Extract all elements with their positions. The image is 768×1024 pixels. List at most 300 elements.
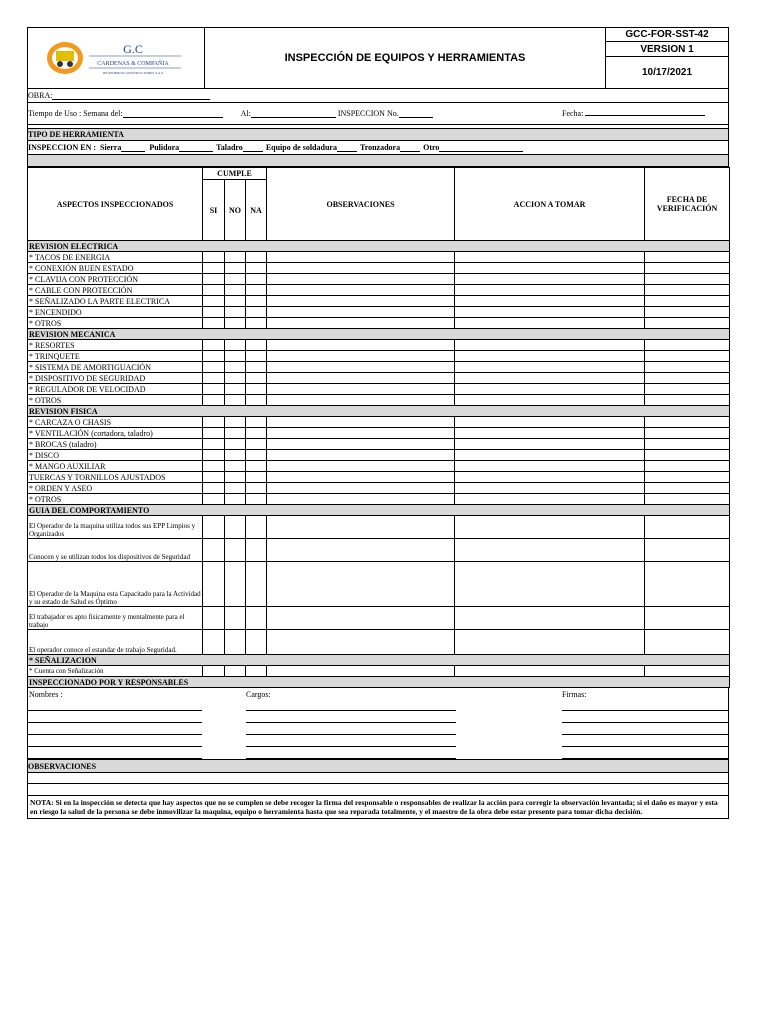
table-row [28,483,730,494]
si-cell[interactable] [203,428,225,439]
otro-label: Otro [423,143,440,152]
na-cell[interactable] [246,472,267,483]
observaciones-cell[interactable] [267,252,455,263]
si-cell[interactable] [203,351,225,362]
section-heading-row [28,241,730,252]
firmas-label: Firmas: [562,690,587,699]
table-header-row-1 [28,168,730,180]
signature-line[interactable] [562,710,728,711]
no-cell[interactable] [225,318,246,329]
accion-cell[interactable] [455,450,645,461]
na-cell[interactable] [246,285,267,296]
observaciones-cell[interactable] [267,539,455,562]
observaciones-cell[interactable] [267,630,455,655]
no-cell[interactable] [225,340,246,351]
sierra-input[interactable] [121,143,145,152]
signature-line[interactable] [28,734,202,735]
si-cell[interactable] [203,252,225,263]
table-row [28,395,730,406]
observaciones-cell[interactable] [267,351,455,362]
fecha-cell[interactable] [645,539,730,562]
senal-heading-row [28,655,730,666]
fecha-cell[interactable] [645,252,730,263]
na-cell[interactable] [246,428,267,439]
accion-cell[interactable] [455,252,645,263]
col-na: NA [246,180,267,241]
no-cell[interactable] [225,362,246,373]
aspect-item: * DISCO [28,450,203,461]
si-cell[interactable] [203,439,225,450]
na-cell[interactable] [246,516,267,539]
nombres-label: Nombres : [29,690,63,699]
no-cell[interactable] [225,494,246,505]
si-cell[interactable] [203,516,225,539]
accion-cell[interactable] [455,494,645,505]
signature-line[interactable] [562,746,728,747]
fecha-label: Fecha: [562,109,584,118]
fecha-cell[interactable] [645,362,730,373]
col-aspectos: ASPECTOS INSPECCIONADOS [28,168,203,241]
fecha-cell[interactable] [645,666,730,677]
table-row [28,263,730,274]
observaciones-cell[interactable] [267,384,455,395]
na-cell[interactable] [246,607,267,630]
observaciones-cell[interactable] [267,607,455,630]
observaciones-cell[interactable] [267,373,455,384]
tronzadora-label: Tronzadora [359,143,401,152]
no-cell[interactable] [225,666,246,677]
fecha-cell[interactable] [645,274,730,285]
accion-cell[interactable] [455,373,645,384]
pulidora-label: Pulidora [149,143,180,152]
si-cell[interactable] [203,340,225,351]
table-row [28,285,730,296]
signature-line[interactable] [246,722,456,723]
guia-rows [28,516,730,655]
si-cell[interactable] [203,539,225,562]
observaciones-cell[interactable] [267,450,455,461]
fecha-cell[interactable] [645,494,730,505]
si-cell[interactable] [203,285,225,296]
obra-input[interactable] [52,91,210,100]
accion-cell[interactable] [455,539,645,562]
table-row [28,318,730,329]
fecha-cell[interactable] [645,373,730,384]
no-cell[interactable] [225,461,246,472]
si-cell[interactable] [203,395,225,406]
fecha-cell[interactable] [645,439,730,450]
section-heading: REVISION FISICA [28,406,730,417]
accion-cell[interactable] [455,562,645,607]
accion-cell[interactable] [455,384,645,395]
col-accion: ACCION A TOMAR [455,168,645,241]
company-name: CARDENAS & COMPAÑIA [97,61,169,67]
guia-heading: GUIA DEL COMPORTAMIENTO [28,505,730,516]
table-row [28,461,730,472]
table-row [28,296,730,307]
tiempo-row [27,103,729,125]
col-si: SI [203,180,225,241]
aspect-item: * MANGO AUXILIAR [28,461,203,472]
observaciones-cell[interactable] [267,307,455,318]
observaciones-cell[interactable] [267,362,455,373]
na-cell[interactable] [246,340,267,351]
col-fecha-verif: FECHA DE VERIFICACIÓN [645,168,730,241]
si-cell[interactable] [203,494,225,505]
accion-cell[interactable] [455,285,645,296]
fecha-cell[interactable] [645,461,730,472]
guia-item: Conocen y se utilizan todos los dispositivos de Seguridad [28,539,203,562]
aspect-item: * TACOS DE ENERGIA [28,252,203,263]
equipo-input[interactable] [337,143,357,152]
inspection-table [27,167,730,688]
si-cell[interactable] [203,274,225,285]
accion-cell[interactable] [455,516,645,539]
equipo-label: Equipo de soldadura [265,143,337,152]
observaciones-cell[interactable] [267,417,455,428]
table-row [28,428,730,439]
observaciones-cell[interactable] [267,439,455,450]
table-row [28,516,730,539]
accion-cell[interactable] [455,666,645,677]
table-row [28,384,730,395]
accion-cell[interactable] [455,274,645,285]
accion-cell[interactable] [455,483,645,494]
no-cell[interactable] [225,483,246,494]
observaciones-cell[interactable] [267,666,455,677]
company-initials: G.C [123,42,143,56]
no-cell[interactable] [225,285,246,296]
accion-cell[interactable] [455,439,645,450]
signature-line[interactable] [246,758,456,759]
na-cell[interactable] [246,494,267,505]
fecha-cell[interactable] [645,307,730,318]
otro-input[interactable] [439,143,523,152]
signature-line[interactable] [28,746,202,747]
document-code-box [606,28,728,88]
aspect-item: * CONEXIÓN BUEN ESTADO [28,263,203,274]
obra-label: OBRA: [28,91,53,100]
section-heading-row [28,406,730,417]
fecha-cell[interactable] [645,472,730,483]
aspect-item: * ENCENDIDO [28,307,203,318]
si-cell[interactable] [203,307,225,318]
si-cell[interactable] [203,450,225,461]
fecha-cell[interactable] [645,428,730,439]
accion-cell[interactable] [455,263,645,274]
no-cell[interactable] [225,539,246,562]
section-heading-row [28,329,730,340]
inspection-form [27,27,729,819]
no-cell[interactable] [225,274,246,285]
accion-cell[interactable] [455,307,645,318]
signature-line[interactable] [562,722,728,723]
accion-cell[interactable] [455,461,645,472]
fecha-cell[interactable] [645,562,730,607]
guia-item: El Operador de la maquina utiliza todos sus EPP Limpios y Organizados [28,516,203,539]
accion-cell[interactable] [455,351,645,362]
na-cell[interactable] [246,362,267,373]
aspect-item: * VENTILACIÓN (cortadora, taladro) [28,428,203,439]
na-cell[interactable] [246,263,267,274]
observaciones-cell[interactable] [267,472,455,483]
signature-line[interactable] [246,734,456,735]
accion-cell[interactable] [455,417,645,428]
signature-line[interactable] [246,710,456,711]
fecha-cell[interactable] [645,450,730,461]
fecha-cell[interactable] [645,630,730,655]
si-cell[interactable] [203,472,225,483]
accion-cell[interactable] [455,318,645,329]
observaciones-heading: OBSERVACIONES [27,760,729,773]
shaded-spacer [27,155,729,167]
senal-heading: * SEÑALIZACION [28,655,730,666]
responsables-heading-row [28,677,730,688]
fecha-cell[interactable] [645,351,730,362]
semana-input[interactable] [123,109,223,118]
observaciones-cell[interactable] [267,318,455,329]
si-cell[interactable] [203,562,225,607]
no-cell[interactable] [225,296,246,307]
fecha-cell[interactable] [645,395,730,406]
no-cell[interactable] [225,472,246,483]
aspect-item: * CARCAZA O CHASIS [28,417,203,428]
observaciones-line[interactable] [27,784,729,796]
si-cell[interactable] [203,666,225,677]
observaciones-cell[interactable] [267,494,455,505]
section-heading: REVISION MECANICA [28,329,730,340]
guia-item: El operador conoce el estandar de trabajo Seguridad. [28,630,203,655]
na-cell[interactable] [246,483,267,494]
table-row [28,539,730,562]
na-cell[interactable] [246,384,267,395]
no-cell[interactable] [225,630,246,655]
table-row [28,472,730,483]
accion-cell[interactable] [455,362,645,373]
no-cell[interactable] [225,562,246,607]
fecha-cell[interactable] [645,417,730,428]
fecha-cell[interactable] [645,516,730,539]
si-cell[interactable] [203,296,225,307]
table-row [28,307,730,318]
pulidora-input[interactable] [179,143,213,152]
no-cell[interactable] [225,439,246,450]
inspeccion-en-label: INSPECCION EN : [28,143,97,152]
si-cell[interactable] [203,373,225,384]
table-row [28,630,730,655]
aspect-item: TUERCAS Y TORNILLOS AJUSTADOS [28,472,203,483]
section-rows [28,241,730,505]
no-cell[interactable] [225,351,246,362]
observaciones-cell[interactable] [267,461,455,472]
table-row [28,373,730,384]
col-cumple: CUMPLE [203,168,267,180]
aspect-item: * SISTEMA DE AMORTIGUACIÓN [28,362,203,373]
na-cell[interactable] [246,307,267,318]
signature-line[interactable] [246,746,456,747]
responsables-block [27,688,729,760]
al-label: Al: [240,109,251,118]
na-cell[interactable] [246,630,267,655]
observaciones-cell[interactable] [267,562,455,607]
na-cell[interactable] [246,439,267,450]
fecha-cell[interactable] [645,340,730,351]
accion-cell[interactable] [455,296,645,307]
table-row [28,417,730,428]
no-cell[interactable] [225,395,246,406]
doc-date: 10/17/2021 [641,67,693,78]
na-cell[interactable] [246,252,267,263]
accion-cell[interactable] [455,607,645,630]
no-cell[interactable] [225,373,246,384]
guia-heading-row [28,505,730,516]
aspect-item: * DISPOSITIVO DE SEGURIDAD [28,373,203,384]
signature-line[interactable] [28,710,202,711]
senal-item: * Cuenta con Señalización [28,666,203,677]
observaciones-line[interactable] [27,773,729,784]
na-cell[interactable] [246,318,267,329]
table-row [28,439,730,450]
si-cell[interactable] [203,461,225,472]
tipo-heading: TIPO DE HERRAMIENTA [27,129,729,141]
no-cell[interactable] [225,450,246,461]
fecha-cell[interactable] [645,607,730,630]
form-header [27,27,729,89]
aspect-item: * SEÑALIZADO LA PARTE ELECTRICA [28,296,203,307]
observaciones-cell[interactable] [267,483,455,494]
aspect-item: * TRINQUETE [28,351,203,362]
aspect-item: * OTROS [28,494,203,505]
observaciones-cell[interactable] [267,274,455,285]
si-cell[interactable] [203,607,225,630]
sierra-label: Sierra [100,143,122,152]
signature-line[interactable] [28,758,202,759]
taladro-label: Taladro [216,143,243,152]
aspect-item: * REGULADOR DE VELOCIDAD [28,384,203,395]
accion-cell[interactable] [455,428,645,439]
no-cell[interactable] [225,417,246,428]
accion-cell[interactable] [455,472,645,483]
si-cell[interactable] [203,318,225,329]
taladro-input[interactable] [243,143,263,152]
observaciones-cell[interactable] [267,340,455,351]
section-heading: REVISION ELECTRICA [28,241,730,252]
table-row [28,450,730,461]
inspeccion-en-row [27,141,729,155]
cargos-label: Cargos: [246,690,271,699]
aspect-item: * OTROS [28,395,203,406]
no-cell[interactable] [225,252,246,263]
si-cell[interactable] [203,362,225,373]
observaciones-cell[interactable] [267,516,455,539]
observaciones-cell[interactable] [267,395,455,406]
signature-line[interactable] [562,758,728,759]
table-row [28,666,730,677]
observaciones-cell[interactable] [267,428,455,439]
no-cell[interactable] [225,516,246,539]
accion-cell[interactable] [455,340,645,351]
na-cell[interactable] [246,539,267,562]
doc-code: GCC-FOR-SST-42 [606,28,728,42]
aspect-item: * BROCAS (taladro) [28,439,203,450]
na-cell[interactable] [246,450,267,461]
no-cell[interactable] [225,307,246,318]
fecha-cell[interactable] [645,483,730,494]
accion-cell[interactable] [455,630,645,655]
table-row [28,362,730,373]
company-logo [28,28,205,88]
inspeccion-no-label: INSPECCION No. [337,109,399,118]
na-cell[interactable] [246,351,267,362]
no-cell[interactable] [225,607,246,630]
na-cell[interactable] [246,373,267,384]
si-cell[interactable] [203,417,225,428]
na-cell[interactable] [246,395,267,406]
na-cell[interactable] [246,562,267,607]
na-cell[interactable] [246,461,267,472]
inspeccion-no-input[interactable] [399,109,433,118]
na-cell[interactable] [246,417,267,428]
signature-line[interactable] [562,734,728,735]
aspect-item: * RESORTES [28,340,203,351]
table-row [28,494,730,505]
company-tagline: INGENIEROS CONSTRUCTORES S.A.S [102,71,164,75]
signature-line[interactable] [28,722,202,723]
table-row [28,252,730,263]
table-row [28,351,730,362]
si-cell[interactable] [203,483,225,494]
fecha-cell[interactable] [645,384,730,395]
guia-item: El trabajador es apto físicamente y mentalmente para el trabajo [28,607,203,630]
guia-item: El Operador de la Maquina esta Capacitado para la Actividad y su estado de Salud es Óptimo [28,562,203,607]
fecha-cell[interactable] [645,263,730,274]
nota-text: NOTA: Si en la inspección se detecta que hay aspectos que no se cumplen se debe recoger la firma del responsable o responsables de realizar la acción para corregir la observación levantada; si el daño es mayor y esta en riesgo la salud de la persona se debe inmovilizar la maquina, equipo o herramienta hasta que sea reparada totalmente, y el maestro de la obra debe estar presente para tomar dicha decisión. [27,796,729,819]
col-no: NO [225,180,246,241]
na-cell[interactable] [246,666,267,677]
table-row [28,562,730,607]
observaciones-cell[interactable] [267,296,455,307]
table-row [28,607,730,630]
na-cell[interactable] [246,296,267,307]
tronzadora-input[interactable] [400,143,420,152]
si-cell[interactable] [203,384,225,395]
no-cell[interactable] [225,263,246,274]
tiempo-label: Tiempo de Uso : Semana del: [28,109,123,118]
al-input[interactable] [251,109,336,118]
doc-version: VERSION 1 [606,42,728,57]
responsables-heading: INSPECCIONADO POR Y RESPONSABLES [28,677,730,688]
accion-cell[interactable] [455,395,645,406]
aspect-item: * OTROS [28,318,203,329]
observaciones-cell[interactable] [267,263,455,274]
fecha-cell[interactable] [645,285,730,296]
fecha-cell[interactable] [645,296,730,307]
table-row [28,274,730,285]
observaciones-cell[interactable] [267,285,455,296]
na-cell[interactable] [246,274,267,285]
table-row [28,340,730,351]
obra-row [27,89,729,103]
aspect-item: * CABLE CON PROTECCIÓN [28,285,203,296]
fecha-cell[interactable] [645,318,730,329]
fecha-input[interactable] [585,107,705,116]
si-cell[interactable] [203,630,225,655]
no-cell[interactable] [225,384,246,395]
si-cell[interactable] [203,263,225,274]
aspect-item: * ORDEN Y ASEO [28,483,203,494]
page-title: INSPECCIÓN DE EQUIPOS Y HERRAMIENTAS [205,28,606,88]
no-cell[interactable] [225,428,246,439]
